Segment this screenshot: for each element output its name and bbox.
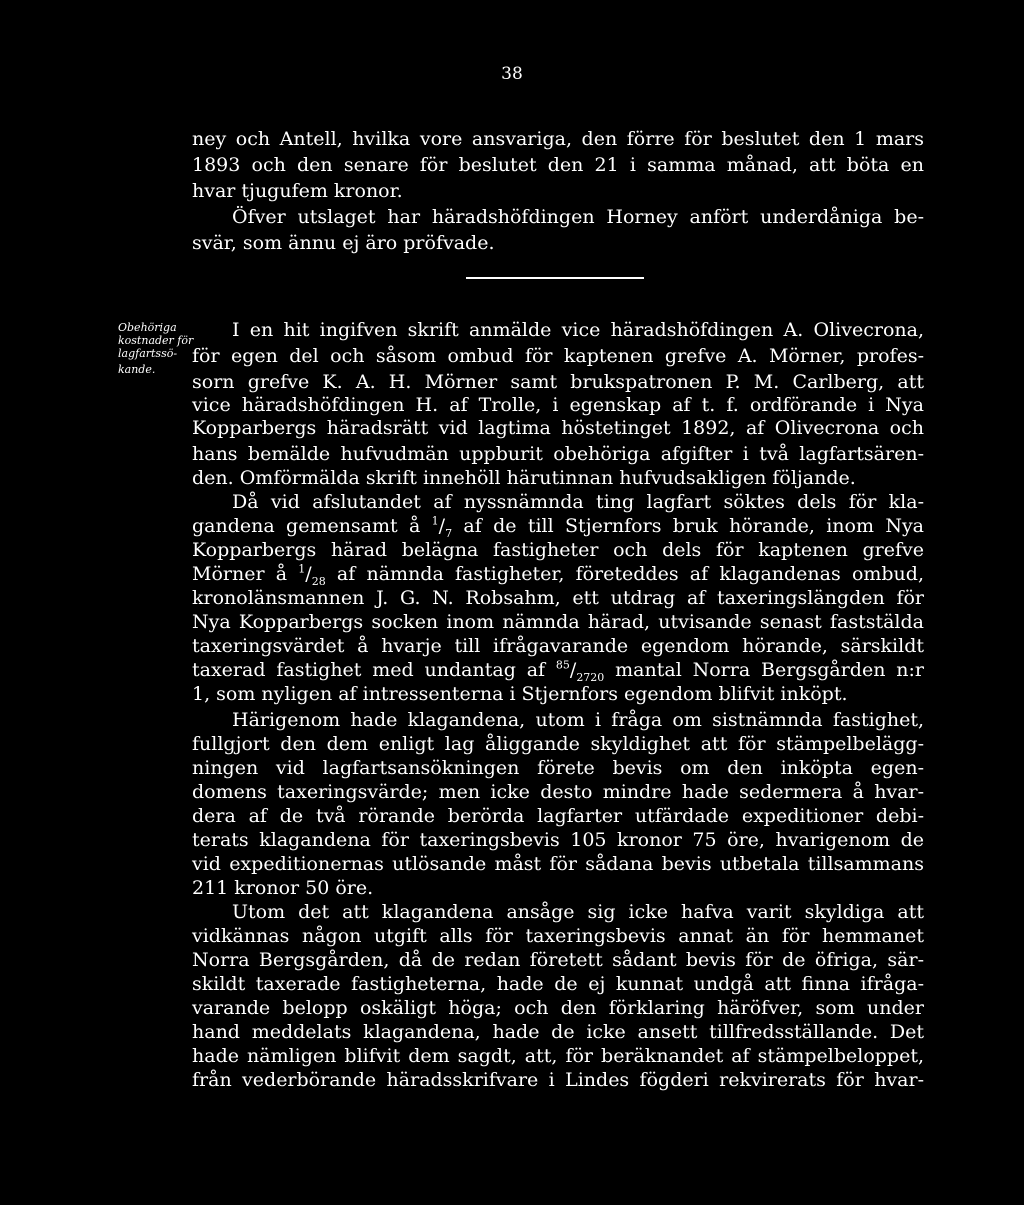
body-line: hand meddelats klagandena, hade de icke ansett tillfredsställande. Det (192, 1021, 924, 1043)
body-line: Mörner å $^1/_{28}$ af nämnda fastigheter, företeddes af klagandenas ombud, (192, 562, 924, 588)
margin-note-line: lagfartssö- (118, 347, 178, 360)
body-line: vice häradshöfdingen H. af Trolle, i egenskap af t. f. ordförande i Nya (192, 394, 924, 416)
fraction-numerator: 1 (298, 562, 306, 576)
fraction-denominator: 2720 (576, 670, 605, 684)
body-line: Kopparbergs häradsrätt vid lagtima höstetinget 1892, af Olivecrona och (192, 417, 924, 439)
text-span: mantal Norra Bergsgården n:r (604, 659, 924, 681)
text-span: Mörner å (192, 563, 299, 585)
body-line: taxeringsvärdet å hvarje till ifrågavarande egendom hörande, särskildt (192, 635, 924, 657)
body-line: I en hit ingifven skrift anmälde vice häradshöfdingen A. Olivecrona, (232, 319, 924, 341)
section-divider (466, 277, 644, 279)
margin-note-line: kostnader för (118, 334, 194, 347)
body-line: hade nämligen blifvit dem sagdt, att, för beräknandet af stämpelbeloppet, (192, 1045, 924, 1067)
fraction-numerator: 1 (431, 514, 439, 528)
body-line: 1893 och den senare för beslutet den 21 i samma månad, att böta en (192, 154, 924, 176)
body-line: hvar tjugufem kronor. (192, 180, 403, 202)
body-line: kronolänsmannen J. G. N. Robsahm, ett utdrag af taxeringslängden för (192, 587, 924, 609)
fraction-numerator: 85 (555, 658, 570, 672)
body-line: skildt taxerade fastigheterna, hade de ej kunnat undgå att finna ifråga- (192, 973, 924, 995)
body-line: Öfver utslaget har häradshöfdingen Horney anfört underdåniga be- (232, 206, 924, 228)
body-line: vid expeditionernas utlösande måst för sådana bevis utbetala tillsammans (192, 853, 924, 875)
body-line: Kopparbergs härad belägna fastigheter och dels för kaptenen grefve (192, 539, 924, 561)
text-span: gandena gemensamt å (192, 515, 432, 537)
body-line: vidkännas någon utgift alls för taxeringsbevis annat än för hemmanet (192, 925, 924, 947)
text-span: af nämnda fastigheter, företeddes af klagandenas ombud, (325, 563, 924, 585)
fraction-denominator: 7 (445, 526, 453, 540)
fraction-denominator: 28 (311, 574, 326, 588)
body-line: Nya Kopparbergs socken inom nämnda härad, utvisande senast faststälda (192, 611, 924, 633)
body-line: 211 kronor 50 öre. (192, 877, 374, 899)
body-line: sorn grefve K. A. H. Mörner samt brukspatronen P. M. Carlberg, att (192, 371, 924, 393)
body-line: Utom det att klagandena ansåge sig icke hafva varit skyldiga att (232, 901, 924, 923)
page-number: 38 (501, 64, 523, 84)
body-line: från vederbörande häradsskrifvare i Lindes fögderi rekvirerats för hvar- (192, 1069, 924, 1091)
body-line: den. Omförmälda skrift innehöll härutinnan hufvudsakligen följande. (192, 467, 856, 489)
body-line: för egen del och såsom ombud för kaptenen grefve A. Mörner, profes- (192, 345, 924, 367)
body-line: ningen vid lagfartsansökningen förete bevis om den inköpta egen- (192, 757, 924, 779)
body-line: dera af de två rörande berörda lagfarter utfärdade expeditioner debi- (192, 805, 924, 827)
body-line: Härigenom hade klagandena, utom i fråga om sistnämnda fastighet, (232, 709, 924, 731)
body-line: taxerad fastighet med undantag af $^{85}/_{2720}$ mantal Norra Bergsgården n:r (192, 658, 924, 684)
text-span: af de till Stjernfors bruk hörande, inom Nya (452, 515, 925, 537)
margin-note-line: Obehöriga (118, 321, 177, 334)
body-line: ney och Antell, hvilka vore ansvariga, den förre för beslutet den 1 mars (192, 128, 924, 150)
body-line: domens taxeringsvärde; men icke desto mindre hade sedermera å hvar- (192, 781, 924, 803)
body-line: terats klagandena för taxeringsbevis 105 kronor 75 öre, hvarigenom de (192, 829, 924, 851)
body-line: Norra Bergsgården, då de redan företett sådant bevis för de öfriga, sär- (192, 949, 924, 971)
body-line: fullgjort den dem enligt lag åliggande skyldighet att för stämpelbelägg- (192, 733, 924, 755)
body-line: Då vid afslutandet af nyssnämnda ting lagfart söktes dels för kla- (232, 491, 924, 513)
body-line: 1, som nyligen af intressenterna i Stjernfors egendom blifvit inköpt. (192, 683, 848, 705)
margin-note-line: kande. (118, 363, 156, 376)
body-line: hans bemälde hufvudmän uppburit obehöriga afgifter i två lagfartsären- (192, 443, 924, 465)
body-line: svär, som ännu ej äro pröfvade. (192, 232, 495, 254)
body-line: gandena gemensamt å $^1/_7$ af de till Stjernfors bruk hörande, inom Nya (192, 514, 925, 540)
text-span: taxerad fastighet med undantag af (192, 659, 556, 681)
body-line: varande belopp oskäligt höga; och den förklaring häröfver, som under (192, 997, 924, 1019)
